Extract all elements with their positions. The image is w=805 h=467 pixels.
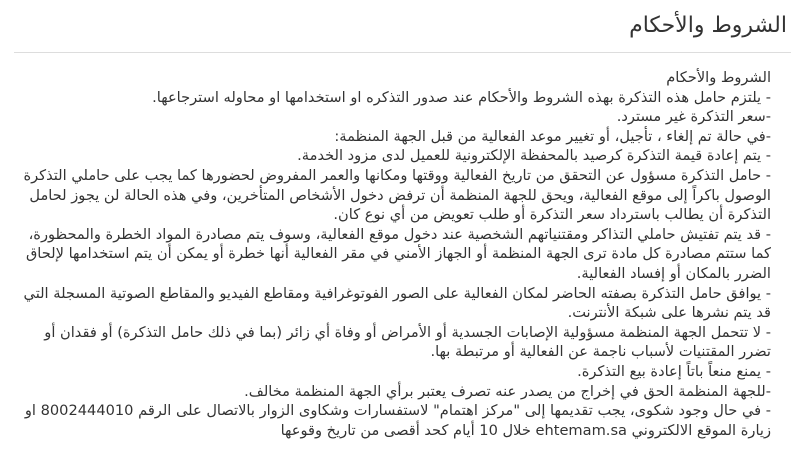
terms-item: - يتم إعادة قيمة التذكرة كرصيد بالمحفظة الإلكترونية للعميل لدى مزود الخدمة.	[297, 147, 771, 165]
terms-item: - قد يتم تفتيش حاملي التذاكر ومقتنياتهم الشخصية عند دخول موقع الفعالية، وسوف يتم مصادرة المواد الخطرة والمحظورة، كما ستتم مصادرة كل مادة ترى الجهة المنظمة أو الجهاز الأمني في مقر الفعالية أنها خطرة أو يمكن أن يتم استخدامها لإلحاق الضرر بالمكان أو إفساد الفعالية.	[25, 225, 771, 282]
terms-item: - حامل التذكرة مسؤول عن التحقق من تاريخ الفعالية ووقتها ومكانها والعمر المفروض لحضورها كما يجب على حاملي التذكرة الوصول باكراً إلى موقع الفعالية، ويحق للجهة المنظمة أن ترفض دخول الأشخاص المتأخرين، وفي هذه الحالة لن يجوز لحامل التذكرة أن يطالب باسترداد سعر التذكرة أو طلب تعويض من أي نوع كان.	[23, 166, 771, 224]
terms-item: - يمنع منعاً باتاً إعادة بيع التذكرة.	[577, 362, 771, 380]
terms-item: -في حالة تم إلغاء ، تأجيل، أو تغيير موعد الفعالية من قبل الجهة المنظمة:	[334, 127, 771, 145]
title-divider	[14, 52, 791, 53]
page-title: الشروط والأحكام	[629, 13, 787, 38]
terms-item: - في حال وجود شكوى، يجب تقديمها إلى "مركز اهتمام" لاستفسارات وشكاوى الزوار بالاتصال على الرقم 8002444010 او زيارة الموقع الالكتروني ehtemam.sa خلال 10 أيام كحد أقصى من تاريخ وقوعها	[24, 402, 771, 439]
terms-item: - يلتزم حامل هذه التذكرة بهذه الشروط والأحكام عند صدور التذكره او استخدامها او محاوله استرجاعها.	[152, 88, 771, 106]
terms-heading: الشروط والأحكام	[666, 69, 771, 86]
terms-item: -للجهة المنظمة الحق في إخراج من يصدر عنه تصرف يعتبر برأي الجهة المنظمة مخالف.	[244, 382, 771, 400]
terms-content	[14, 68, 771, 440]
terms-item: - يوافق حامل التذكرة بصفته الحاضر لمكان الفعالية على الصور الفوتوغرافية ومقاطع الفيديو والمقاطع الصوتية المسجلة التي قد يتم نشرها على شبكة الأنترنت.	[23, 284, 771, 322]
terms-item: -سعر التذكرة غير مسترد.	[616, 108, 771, 126]
terms-item: - لا تتحمل الجهة المنظمة مسؤولية الإصابات الجسدية أو الأمراض أو وفاة أي زائر (بما في ذلك حامل التذكرة) أو فقدان أو تضرر المقتنيات لأسباب ناجمة عن الفعالية أو مرتبطة بها.	[44, 323, 771, 361]
